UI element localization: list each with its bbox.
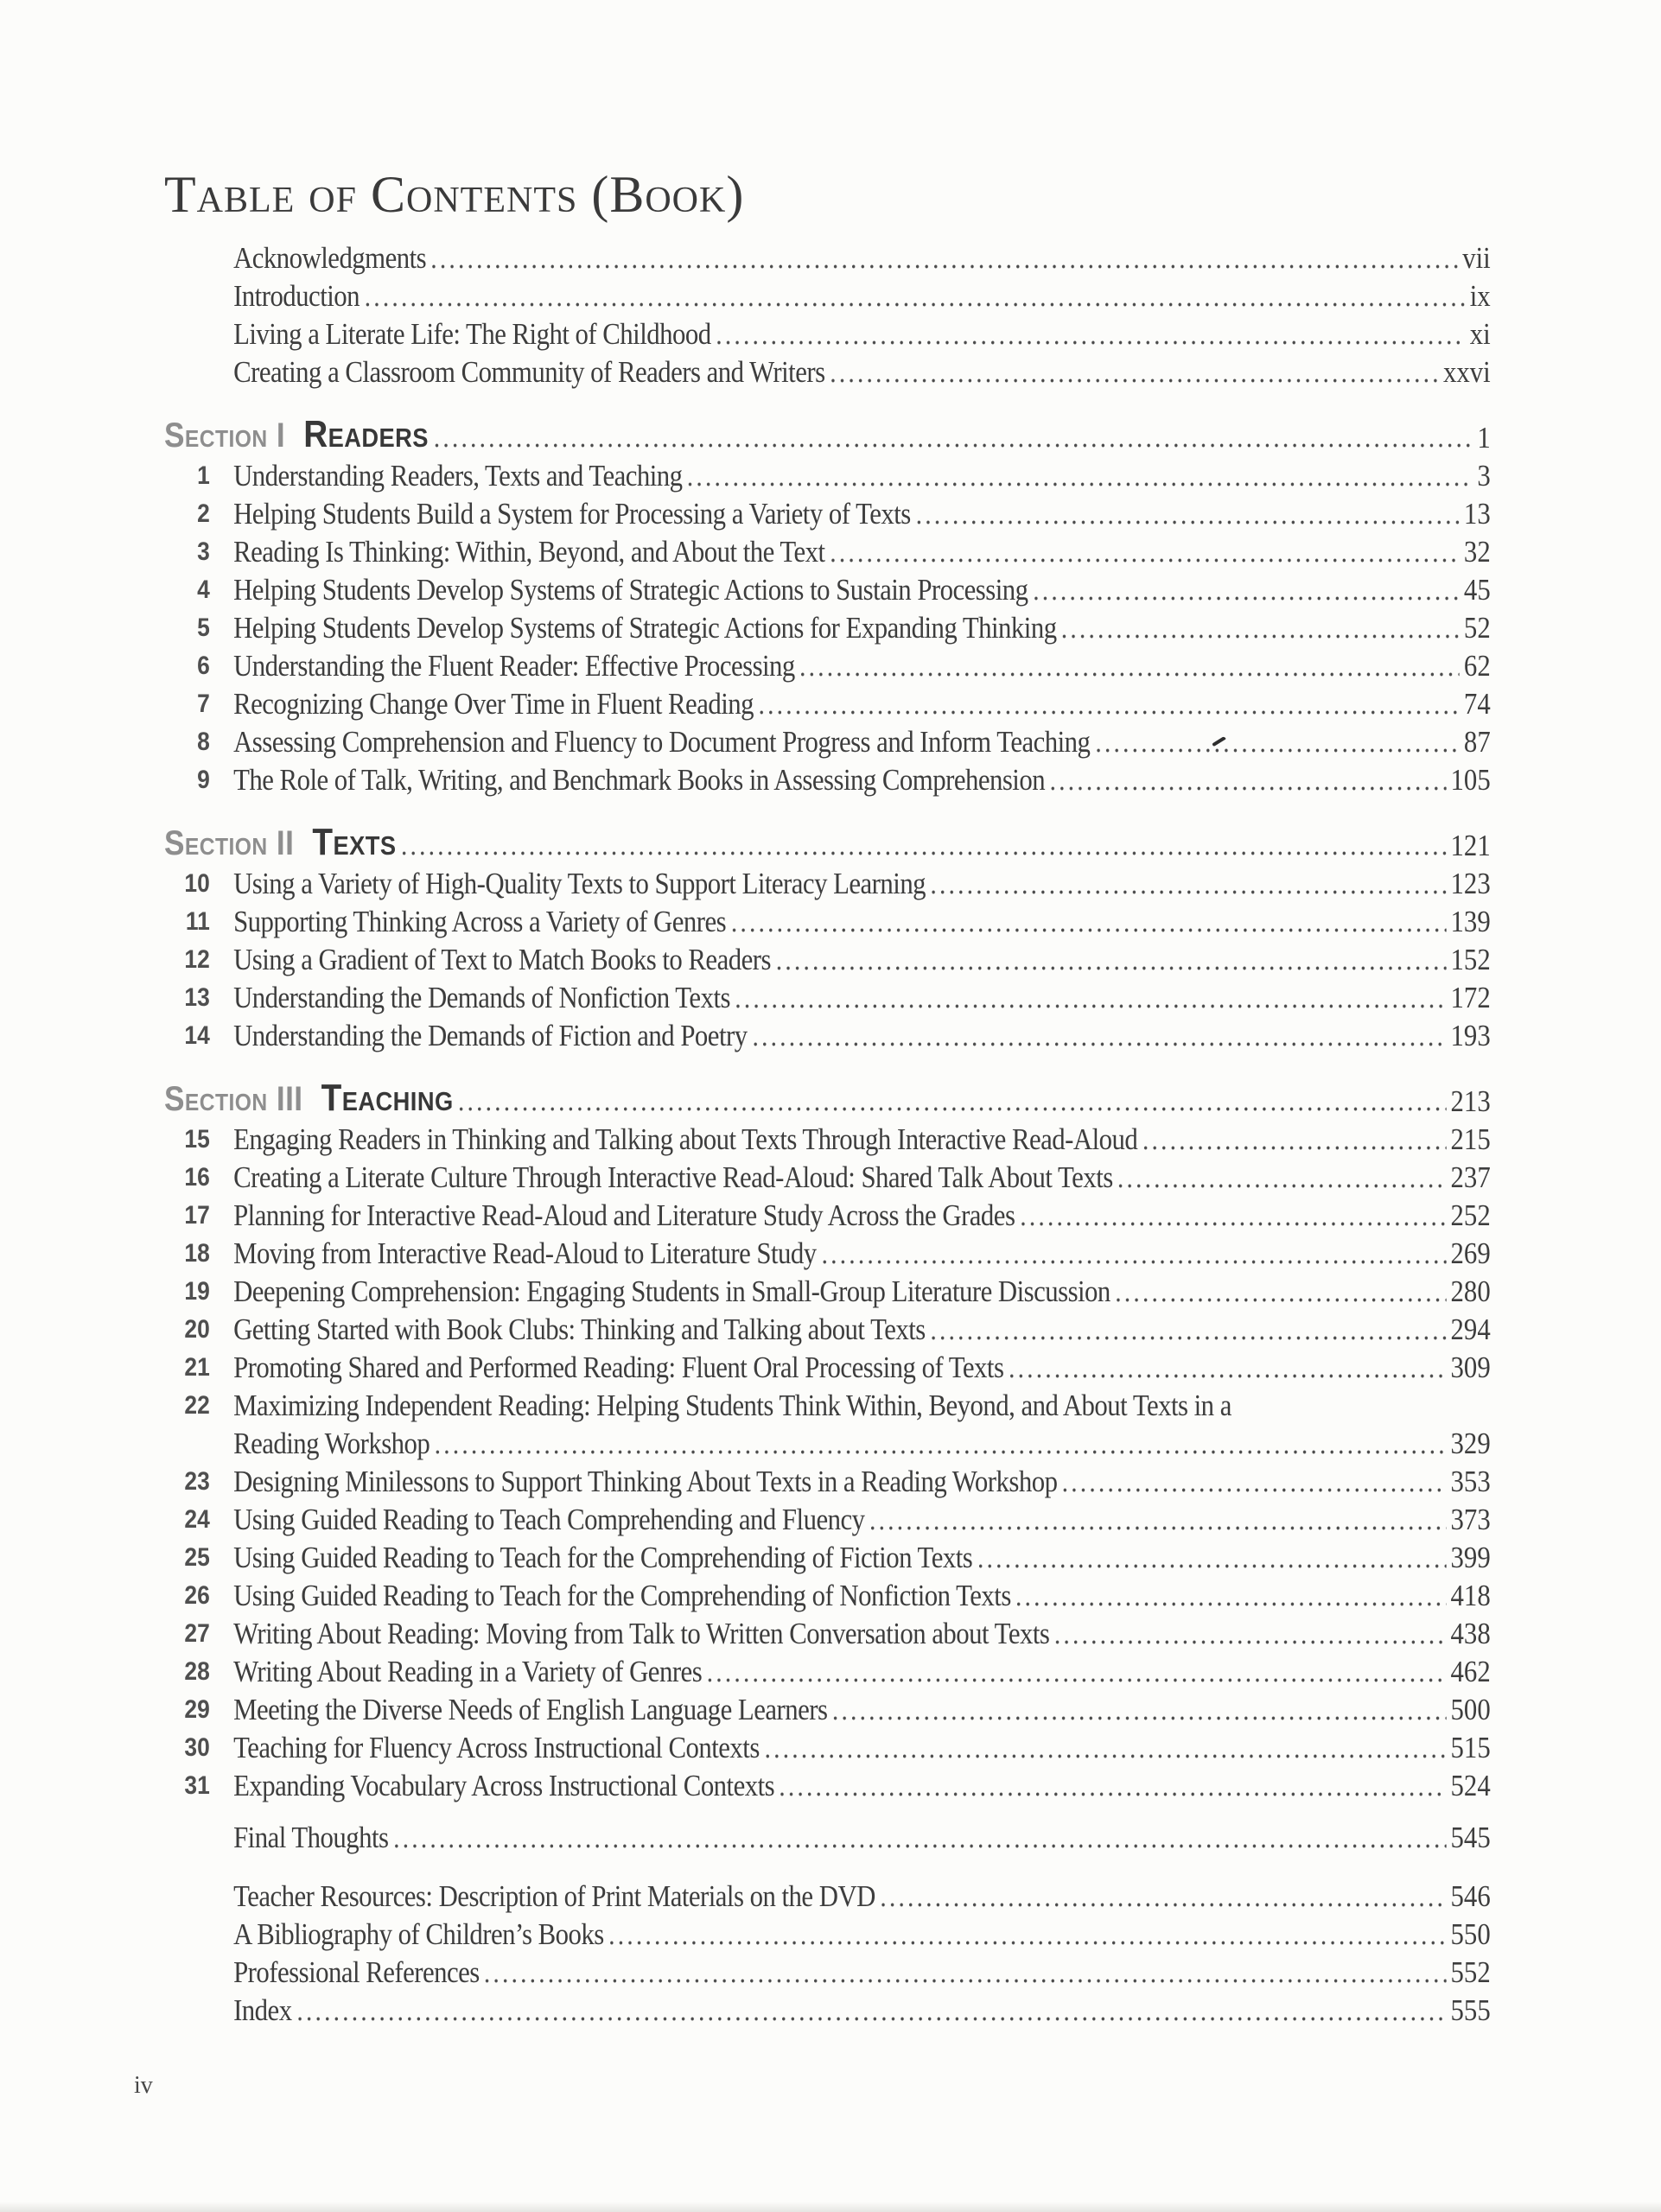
dot-leader — [801, 672, 1460, 677]
toc-chapter-row — [164, 721, 1491, 760]
toc-chapter-row — [164, 1195, 1491, 1233]
toc-chapter-row — [164, 1727, 1491, 1765]
page-number: 105 — [1450, 763, 1491, 797]
toc-chapter-row — [164, 863, 1491, 901]
chapter-number: 29 — [184, 1695, 210, 1724]
page-number: 52 — [1463, 611, 1491, 645]
dot-leader — [833, 1716, 1446, 1720]
page-number: 329 — [1450, 1427, 1491, 1460]
chapter-number: 25 — [184, 1543, 210, 1572]
chapter-title: Getting Started with Book Clubs: Thinking and Talking about Texts — [233, 1313, 926, 1346]
dot-leader — [1063, 1488, 1446, 1492]
chapter-title: Using Guided Reading to Teach for the Comprehending of Nonfiction Texts — [233, 1579, 1011, 1612]
chapter-number: 12 — [184, 945, 210, 974]
chapter-title: Teaching for Fluency Across Instructional Contexts — [233, 1731, 760, 1764]
chapter-title: Designing Minilessons to Support Thinking About Texts in a Reading Workshop — [233, 1465, 1058, 1498]
chapter-title: Understanding Readers, Texts and Teaching — [233, 459, 683, 493]
chapter-number: 8 — [197, 728, 210, 756]
chapter-number: 6 — [197, 652, 210, 680]
dot-leader — [754, 1042, 1447, 1046]
chapter-title: Using Guided Reading to Teach Comprehending and Fluency — [233, 1503, 865, 1536]
page-number: 237 — [1450, 1160, 1491, 1194]
chapter-title: Understanding the Fluent Reader: Effective Processing — [233, 649, 795, 683]
toc-content — [164, 160, 1491, 2028]
dot-leader — [823, 1260, 1447, 1264]
page-number: vii — [1462, 241, 1491, 275]
dot-leader — [881, 1903, 1446, 1907]
dot-leader — [1096, 748, 1459, 753]
dot-leader — [831, 378, 1439, 383]
toc-chapter-row — [164, 645, 1491, 683]
dot-leader — [460, 1107, 1447, 1111]
dot-leader — [736, 1004, 1446, 1008]
bottom-scan-edge — [0, 2202, 1661, 2212]
toc-chapter-row — [164, 901, 1491, 939]
chapter-number: 23 — [184, 1467, 210, 1496]
chapter-title: Reading Workshop — [233, 1427, 430, 1460]
page-number: 193 — [1450, 1019, 1491, 1052]
chapter-number: 15 — [184, 1125, 210, 1154]
toc-back-row — [164, 1876, 1491, 1914]
dot-leader — [1055, 1640, 1446, 1644]
chapter-title: Planning for Interactive Read-Aloud and Literature Study Across the Grades — [233, 1198, 1015, 1232]
chapter-number: 31 — [184, 1771, 210, 1800]
entry-title: Final Thoughts — [233, 1821, 389, 1854]
chapter-number: 30 — [184, 1733, 210, 1762]
dot-leader — [932, 890, 1446, 894]
toc-chapter-row — [164, 1119, 1491, 1157]
page-number: 550 — [1450, 1917, 1491, 1951]
dot-leader — [1017, 1602, 1446, 1606]
dot-leader — [766, 1754, 1446, 1758]
page-number: 32 — [1463, 535, 1491, 569]
page-number: 309 — [1450, 1351, 1491, 1384]
dot-leader — [395, 1844, 1447, 1848]
page-number: 1 — [1477, 421, 1491, 454]
section-label: Section II — [164, 824, 295, 862]
chapter-title: Reading Is Thinking: Within, Beyond, and About the Text — [233, 535, 825, 569]
page-number: 524 — [1450, 1769, 1491, 1802]
page-title: Table of Contents (Book) — [164, 166, 745, 223]
entry-title: Acknowledgments — [233, 241, 427, 275]
section-heading-teaching — [164, 1074, 1491, 1119]
section-label: Section III — [164, 1080, 303, 1118]
toc-chapter-row — [164, 493, 1491, 531]
page-number: 294 — [1450, 1313, 1491, 1346]
chapter-number: 28 — [184, 1657, 210, 1686]
page-number: 252 — [1450, 1198, 1491, 1232]
page-number: 269 — [1450, 1236, 1491, 1270]
dot-leader — [708, 1678, 1446, 1682]
toc-chapter-row — [164, 1613, 1491, 1651]
page-number: xxvi — [1442, 355, 1491, 389]
entry-title: Teacher Resources: Description of Print Materials on the DVD — [233, 1879, 875, 1913]
page-number: 373 — [1450, 1503, 1491, 1536]
toc-chapter-row — [164, 939, 1491, 977]
chapter-title: Recognizing Change Over Time in Fluent Reading — [233, 687, 754, 721]
dot-leader — [978, 1564, 1446, 1568]
dot-leader — [486, 1979, 1446, 1983]
entry-title: Living a Literate Life: The Right of Childhood — [233, 317, 711, 351]
dot-leader — [1143, 1146, 1446, 1150]
chapter-title: Helping Students Build a System for Processing a Variety of Texts — [233, 497, 911, 531]
page-number: 515 — [1450, 1731, 1491, 1764]
dot-leader — [1117, 1298, 1446, 1302]
page-number: 121 — [1450, 829, 1491, 862]
chapter-number: 3 — [197, 537, 210, 566]
chapter-number: 16 — [184, 1163, 210, 1192]
page-number: 555 — [1450, 1993, 1491, 2027]
chapter-number: 5 — [197, 613, 210, 642]
chapter-number: 2 — [197, 499, 210, 528]
chapter-title: Using a Gradient of Text to Match Books to Readers — [233, 943, 771, 976]
section-name: Readers — [303, 413, 429, 455]
page-number: 438 — [1450, 1617, 1491, 1650]
dot-leader — [1063, 634, 1460, 639]
toc-chapter-row — [164, 1347, 1491, 1385]
page-number: 215 — [1450, 1122, 1491, 1156]
entry-title: Creating a Classroom Community of Readers and Writers — [233, 355, 825, 389]
final-thoughts-row — [164, 1817, 1491, 1855]
dot-leader — [1034, 596, 1460, 601]
page-number: 418 — [1450, 1579, 1491, 1612]
chapter-number: 4 — [197, 575, 210, 604]
chapter-number: 7 — [197, 690, 210, 718]
dot-leader — [366, 302, 1465, 307]
dot-leader — [689, 482, 1473, 486]
chapter-number: 11 — [185, 907, 210, 936]
chapter-number: 14 — [184, 1021, 210, 1050]
entry-title: Index — [233, 1993, 292, 2027]
toc-front-row — [164, 238, 1491, 276]
page-number: 213 — [1450, 1084, 1491, 1118]
dot-leader — [871, 1526, 1447, 1530]
dot-leader — [831, 558, 1460, 563]
toc-chapter-row — [164, 1423, 1491, 1461]
chapter-title: Creating a Literate Culture Through Interactive Read-Aloud: Shared Talk About Texts — [233, 1160, 1113, 1194]
chapter-title: Maximizing Independent Reading: Helping Students Think Within, Beyond, and About Texts in a — [233, 1389, 1231, 1422]
dot-leader — [717, 340, 1466, 345]
entry-title: Introduction — [233, 279, 360, 313]
toc-chapter-row — [164, 1015, 1491, 1053]
toc-back-row — [164, 1952, 1491, 1990]
toc-chapter-row — [164, 1499, 1491, 1537]
entry-title: A Bibliography of Children’s Books — [233, 1917, 604, 1951]
page-number: 74 — [1463, 687, 1491, 721]
page-number: 123 — [1450, 867, 1491, 900]
chapter-number: 26 — [184, 1581, 210, 1610]
chapter-title: Using Guided Reading to Teach for the Comprehending of Fiction Texts — [233, 1541, 973, 1574]
toc-chapter-row — [164, 1537, 1491, 1575]
page-number: 152 — [1450, 943, 1491, 976]
chapter-title: Assessing Comprehension and Fluency to Document Progress and Inform Teaching — [233, 725, 1091, 759]
page-number: 13 — [1463, 497, 1491, 531]
chapter-number: 17 — [184, 1201, 210, 1230]
dot-leader — [917, 520, 1460, 524]
section-name: Texts — [312, 821, 397, 863]
page-number: 172 — [1450, 981, 1491, 1014]
dot-leader — [732, 928, 1446, 932]
toc-chapter-row — [164, 1461, 1491, 1499]
chapter-title: Helping Students Develop Systems of Strategic Actions to Sustain Processing — [233, 573, 1028, 607]
page-number: 546 — [1450, 1879, 1491, 1913]
toc-chapter-row — [164, 531, 1491, 569]
entry-title: Professional References — [233, 1955, 480, 1989]
page-number: xi — [1469, 317, 1491, 351]
chapter-title: Expanding Vocabulary Across Instructional Contexts — [233, 1769, 775, 1802]
toc-chapter-row — [164, 1689, 1491, 1727]
chapter-title: Writing About Reading: Moving from Talk to Written Conversation about Texts — [233, 1617, 1050, 1650]
chapter-number: 22 — [184, 1391, 210, 1420]
toc-chapter-row — [164, 1651, 1491, 1689]
chapter-title: Deepening Comprehension: Engaging Students in Small-Group Literature Discussion — [233, 1274, 1111, 1308]
chapter-number: 13 — [184, 983, 210, 1012]
toc-back-row — [164, 1914, 1491, 1952]
toc-chapter-row — [164, 1157, 1491, 1195]
chapter-number: 18 — [184, 1239, 210, 1268]
page-folio: iv — [134, 2072, 153, 2099]
page-number: 552 — [1450, 1955, 1491, 1989]
toc-front-row — [164, 276, 1491, 314]
section-heading-texts — [164, 818, 1491, 863]
chapter-title: Promoting Shared and Performed Reading: Fluent Oral Processing of Texts — [233, 1351, 1004, 1384]
toc-chapter-row — [164, 977, 1491, 1015]
dot-leader — [435, 443, 1473, 448]
section-label: Section I — [164, 416, 286, 454]
chapter-number: 27 — [184, 1619, 210, 1648]
dot-leader — [760, 710, 1460, 715]
section-heading-readers — [164, 410, 1491, 455]
page-number: ix — [1469, 279, 1491, 313]
toc-chapter-row — [164, 1385, 1491, 1423]
chapter-number: 9 — [197, 766, 210, 794]
toc-chapter-row — [164, 1765, 1491, 1803]
chapter-number: 10 — [184, 869, 210, 898]
page-number: 139 — [1450, 905, 1491, 938]
section-name: Teaching — [321, 1077, 454, 1119]
chapter-title: Supporting Thinking Across a Variety of Genres — [233, 905, 727, 938]
chapter-number: 21 — [184, 1353, 210, 1382]
chapter-number: 20 — [184, 1315, 210, 1344]
toc-chapter-row — [164, 1309, 1491, 1347]
toc-front-row — [164, 314, 1491, 352]
dot-leader — [610, 1941, 1446, 1945]
page-number: 62 — [1463, 649, 1491, 683]
chapter-title: The Role of Talk, Writing, and Benchmark Books in Assessing Comprehension — [233, 763, 1046, 797]
page-number: 399 — [1450, 1541, 1491, 1574]
dot-leader — [432, 264, 1458, 269]
toc-chapter-row — [164, 607, 1491, 645]
chapter-title: Helping Students Develop Systems of Strategic Actions for Expanding Thinking — [233, 611, 1057, 645]
front-matter-list — [164, 238, 1491, 390]
chapter-title: Engaging Readers in Thinking and Talking about Texts Through Interactive Read-Aloud — [233, 1122, 1138, 1156]
toc-chapter-row — [164, 569, 1491, 607]
chapter-title: Understanding the Demands of Fiction and Poetry — [233, 1019, 748, 1052]
dot-leader — [436, 1450, 1446, 1454]
dot-leader — [780, 1792, 1446, 1796]
chapter-title: Writing About Reading in a Variety of Genres — [233, 1655, 703, 1688]
dot-leader — [298, 2017, 1447, 2021]
toc-chapter-row — [164, 1575, 1491, 1613]
chapter-title: Using a Variety of High-Quality Texts to Support Literacy Learning — [233, 867, 926, 900]
page-number: 45 — [1463, 573, 1491, 607]
dot-leader — [1009, 1374, 1446, 1378]
page-number: 280 — [1450, 1274, 1491, 1308]
chapter-title: Understanding the Demands of Nonfiction Texts — [233, 981, 730, 1014]
page-number: 500 — [1450, 1693, 1491, 1726]
page-number: 545 — [1450, 1821, 1491, 1854]
chapter-number: 24 — [184, 1505, 210, 1534]
dot-leader — [932, 1336, 1446, 1340]
chapter-title: Moving from Interactive Read-Aloud to Literature Study — [233, 1236, 817, 1270]
toc-chapter-row — [164, 1271, 1491, 1309]
toc-chapter-row — [164, 760, 1491, 798]
dot-leader — [1119, 1184, 1447, 1188]
toc-chapter-row — [164, 1233, 1491, 1271]
toc-back-row — [164, 1990, 1491, 2028]
page-number: 87 — [1463, 725, 1491, 759]
toc-chapter-row — [164, 455, 1491, 493]
page-number: 462 — [1450, 1655, 1491, 1688]
page-number: 353 — [1450, 1465, 1491, 1498]
chapter-title: Meeting the Diverse Needs of English Language Learners — [233, 1693, 828, 1726]
dot-leader — [777, 966, 1446, 970]
chapter-number: 19 — [184, 1277, 210, 1306]
dot-leader — [1021, 1222, 1446, 1226]
dot-leader — [403, 851, 1447, 855]
page-number: 3 — [1477, 459, 1491, 493]
toc-chapter-row — [164, 683, 1491, 721]
dot-leader — [1051, 786, 1446, 791]
toc-front-row — [164, 352, 1491, 390]
back-matter-list — [164, 1876, 1491, 2028]
chapter-number: 1 — [197, 461, 210, 490]
